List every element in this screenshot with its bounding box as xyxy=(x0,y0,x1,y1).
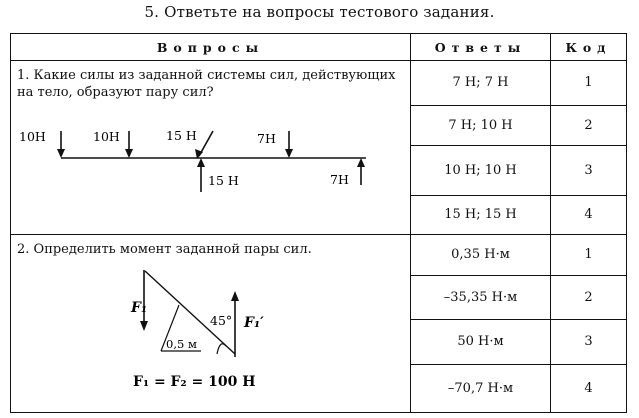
q1-option-row xyxy=(11,61,627,105)
q1-label-10n-a: 10Н xyxy=(19,129,46,145)
page-heading: 5. Ответьте на вопросы тестового задания. xyxy=(144,3,495,21)
q1-code-3: 3 xyxy=(551,145,627,195)
q2-label-f1: F₁ xyxy=(131,299,148,316)
q2-label-f1-prime: F₁′ xyxy=(244,314,264,331)
q1-label-10n-b: 10Н xyxy=(93,129,120,145)
q2-code-1: 1 xyxy=(551,234,627,275)
col-code: Код xyxy=(551,34,627,61)
q1-answer-4: 15 Н; 15 Н xyxy=(411,196,551,234)
q2-label-arm: 0,5 м xyxy=(166,336,197,351)
q2-text: 2. Определить момент заданной пары сил. xyxy=(17,241,312,257)
q1-code-2: 2 xyxy=(551,105,627,145)
q2-equation: F₁ = F₂ = 100 Н xyxy=(133,373,256,390)
q1-label-15n-b: 15 Н xyxy=(208,173,239,189)
q1-force-diagram xyxy=(11,61,411,226)
q2-code-4: 4 xyxy=(551,364,627,412)
q2-cell xyxy=(11,234,411,412)
q2-code-2: 2 xyxy=(551,275,627,319)
q1-label-7n-b: 7Н xyxy=(330,172,349,188)
col-answers: Ответы xyxy=(411,34,551,61)
q2-label-angle: 45° xyxy=(210,312,233,328)
q1-label-7n-a: 7Н xyxy=(257,131,276,147)
q1-cell xyxy=(11,61,411,234)
q2-answer-1: 0,35 Н·м xyxy=(411,234,551,275)
q2-answer-3: 50 Н·м xyxy=(411,320,551,364)
q2-answer-2: –35,35 Н·м xyxy=(411,275,551,319)
col-questions: Вопросы xyxy=(11,34,411,61)
q2-option-row xyxy=(11,234,627,275)
q2-answer-4: –70,7 Н·м xyxy=(411,364,551,412)
q1-text: 1. Какие силы из заданной системы сил, действующих на тело, образуют пару сил? xyxy=(17,68,396,101)
header-row xyxy=(11,34,627,61)
q1-code-1: 1 xyxy=(551,61,627,105)
q1-code-4: 4 xyxy=(551,196,627,234)
q1-answer-3: 10 Н; 10 Н xyxy=(411,145,551,195)
q1-label-15n-a: 15 Н xyxy=(166,128,197,144)
test-table xyxy=(10,33,627,413)
q2-code-3: 3 xyxy=(551,320,627,364)
q2-couple-diagram xyxy=(11,235,411,410)
q1-answer-2: 7 Н; 10 Н xyxy=(411,105,551,145)
q1-answer-1: 7 Н; 7 Н xyxy=(411,61,551,105)
